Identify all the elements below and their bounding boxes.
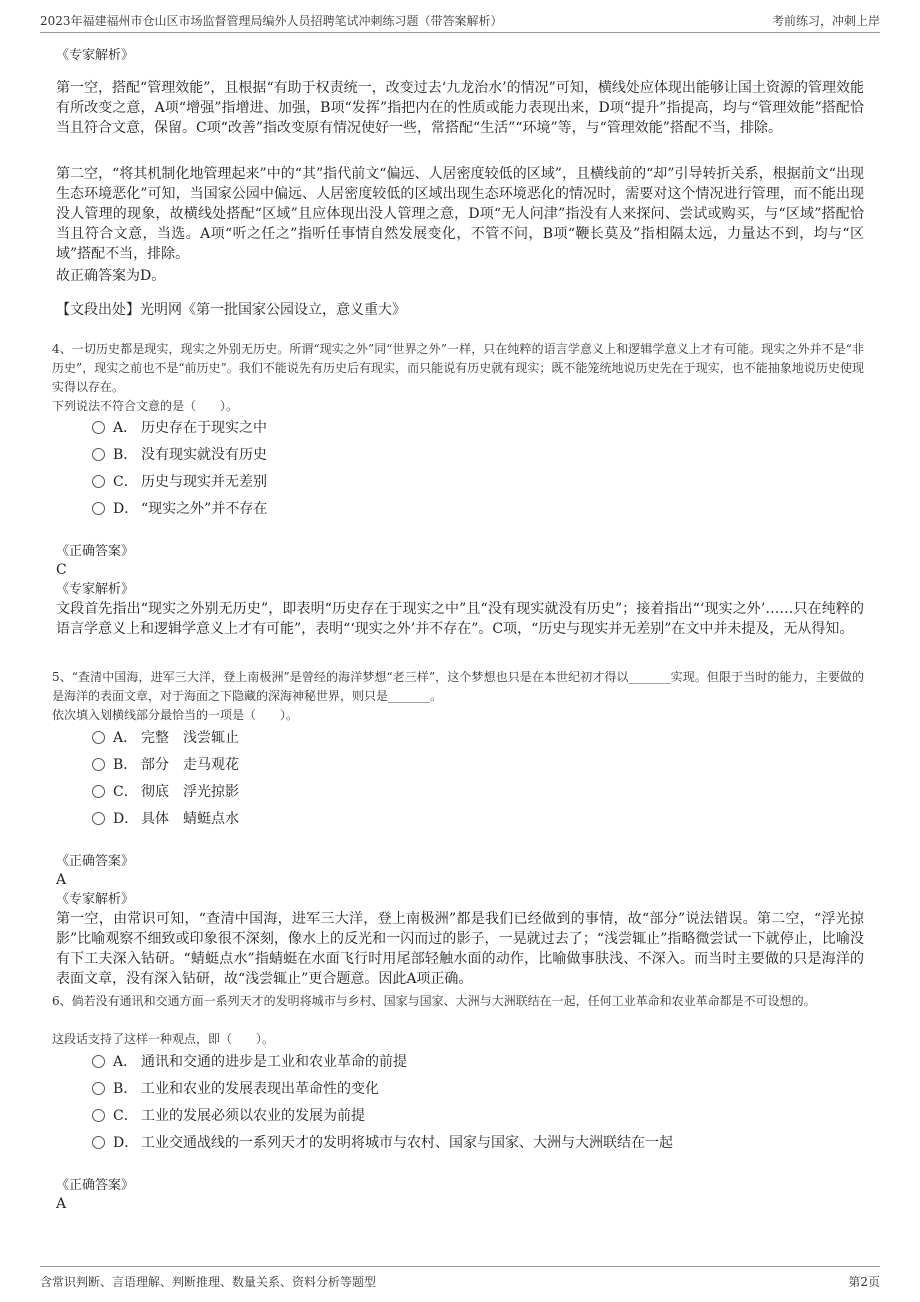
q5-analysis: 第一空，由常识可知，“查清中国海，进军三大洋，登上南极洲”都是我们已经做到的事情，故“部分”说法错误。第二空，“浮光掠影”比喻观察不细致或印象很不深刻，像水上的反光和一闪而过的影子，一晃就过去了；“浅尝辄止”指略微尝试一下就停止，比喻没有下工夫深入钻研。“蜻蜓点水”指蜻蜓在水面飞行时用尾部轻触水面的动作，比喻做事肤浅、不深入。而当时主要做的只是海洋的表面文章，没有深入钻研，故“浅尝辄止”更合题意。因此A项正确。: [56, 911, 864, 987]
q4-option-b[interactable]: B． 没有现实就没有历史: [92, 445, 267, 465]
q6-answer: A: [56, 1196, 67, 1212]
q3-source: 【文段出处】光明网《第一批国家公园设立，意义重大》: [56, 302, 406, 318]
q5-answer-label: 《正确答案》: [56, 854, 135, 869]
q3-analysis-label: 《专家解析》: [56, 48, 135, 63]
q4-answer: C: [56, 562, 67, 578]
q6-option-c[interactable]: C． 工业的发展必须以农业的发展为前提: [92, 1106, 365, 1126]
radio-icon[interactable]: [92, 502, 105, 515]
q3-analysis-para2: 第二空，“将其机制化地管理起来”中的“其”指代前文“偏远、人居密度较低的区域”，且横线前的“却”引导转折关系，根据前文“出现生态环境恶化”可知，当国家公园中偏远、人居密度较低的区域出现生态环境恶化的情况时，需要对这个情况进行管理，而不能出现没人管理的现象，故横线处搭配“区域”且应体现出没人管理之意，D项“无人问津”指没有人来探问、尝试或购买，与“区域”搭配恰当且符合文意，当选。A项“听之任之”指听任事情自然发展变化，不管不问，B项“鞭长莫及”指相隔太远，力量达不到，均与“区域”搭配不当，排除。: [56, 166, 864, 262]
q4-option-a[interactable]: A． 历史存在于现实之中: [92, 418, 267, 438]
q6-option-a[interactable]: A． 通讯和交通的进步是工业和农业革命的前提: [92, 1052, 407, 1072]
page-footer: [40, 1266, 880, 1293]
radio-icon[interactable]: [92, 448, 105, 461]
document-title: 2023年福建福州市仓山区市场监督管理局编外人员招聘笔试冲刺练习题（带答案解析）: [40, 14, 503, 28]
q5-option-d[interactable]: D． 具体 蜻蜓点水: [92, 809, 239, 829]
q6-answer-label: 《正确答案》: [56, 1178, 135, 1193]
q5-option-a[interactable]: A． 完整 浅尝辄止: [92, 728, 239, 748]
radio-icon[interactable]: [92, 1136, 105, 1149]
q3-analysis-para1: 第一空，搭配“管理效能”，且根据“有助于权责统一，改变过去‘九龙治水’的情况”可知，横线处应体现出能够让国土资源的管理效能有所改变之意，A项“增强”指增进、加强，B项“发挥”指把内在的性质或能力表现出来，D项“提升”指提高，均与“管理效能”搭配恰当且符合文意，保留。C项“改善”指改变原有情况使好一些，常搭配“生活”“环境”等，与“管理效能”搭配不当，排除。: [56, 80, 864, 136]
footer-topics: 含常识判断、言语理解、判断推理、数量关系、资料分析等题型: [40, 1275, 377, 1289]
q6-prompt: 这段话支持了这样一种观点，即（ ）。: [52, 1032, 275, 1046]
radio-icon[interactable]: [92, 758, 105, 771]
q3-answer-statement: 故正确答案为D。: [56, 268, 166, 284]
q5-option-b[interactable]: B． 部分 走马观花: [92, 755, 239, 775]
q5-stem: 5、“查清中国海，进军三大洋，登上南极洲”是曾经的海洋梦想“老三样”，这个梦想也只是在本世纪初才得以_______实现。但限于当时的能力，主要做的是海洋的表面文章，对于海面之下隐藏的深海神秘世界，则只是_______。: [52, 670, 864, 703]
radio-icon[interactable]: [92, 1082, 105, 1095]
q4-answer-label: 《正确答案》: [56, 544, 135, 559]
q4-stem: 4、一切历史都是现实，现实之外别无历史。所谓“现实之外”同“世界之外”一样，只在纯粹的语言学意义上和逻辑学意义上才有可能。现实之外并不是“非历史”，现实之前也不是“前历史”。我们不能说先有历史后有现实，而只能说有历史就有现实；既不能笼统地说历史先在于现实，也不能抽象地说历史使现实得以存在。: [52, 342, 864, 394]
radio-icon[interactable]: [92, 785, 105, 798]
q4-option-d[interactable]: D． “现实之外”并不存在: [92, 499, 267, 519]
q4-prompt: 下列说法不符合文意的是（ ）。: [52, 399, 239, 413]
q4-analysis: 文段首先指出“现实之外别无历史”，即表明“历史存在于现实之中”且“没有现实就没有历史”；接着指出“‘现实之外’……只在纯粹的语言学意义上和逻辑学意义上才有可能”，表明“‘现实之外’并不存在”。C项，“历史与现实并无差别”在文中并未提及，无从得知。: [56, 601, 864, 637]
page-header: [40, 10, 880, 33]
q4-analysis-label: 《专家解析》: [56, 582, 135, 597]
radio-icon[interactable]: [92, 421, 105, 434]
page-number: 第2页: [848, 1275, 880, 1289]
q6-option-d[interactable]: D． 工业交通战线的一系列天才的发明将城市与农村、国家与国家、大洲与大洲联结在一起: [92, 1133, 673, 1153]
q5-prompt: 依次填入划横线部分最恰当的一项是（ ）。: [52, 708, 299, 722]
q5-answer: A: [56, 872, 67, 888]
radio-icon[interactable]: [92, 1109, 105, 1122]
header-tagline: 考前练习，冲刺上岸: [771, 14, 880, 28]
q6-option-b[interactable]: B． 工业和农业的发展表现出革命性的变化: [92, 1079, 379, 1099]
radio-icon[interactable]: [92, 812, 105, 825]
radio-icon[interactable]: [92, 475, 105, 488]
q4-option-c[interactable]: C． 历史与现实并无差别: [92, 472, 267, 492]
q5-option-c[interactable]: C． 彻底 浮光掠影: [92, 782, 239, 802]
radio-icon[interactable]: [92, 731, 105, 744]
q6-stem: 6、倘若没有通讯和交通方面一系列天才的发明将城市与乡村、国家与国家、大洲与大洲联结在一起，任何工业革命和农业革命都是不可设想的。: [52, 994, 816, 1008]
q5-analysis-label: 《专家解析》: [56, 892, 135, 907]
radio-icon[interactable]: [92, 1055, 105, 1068]
